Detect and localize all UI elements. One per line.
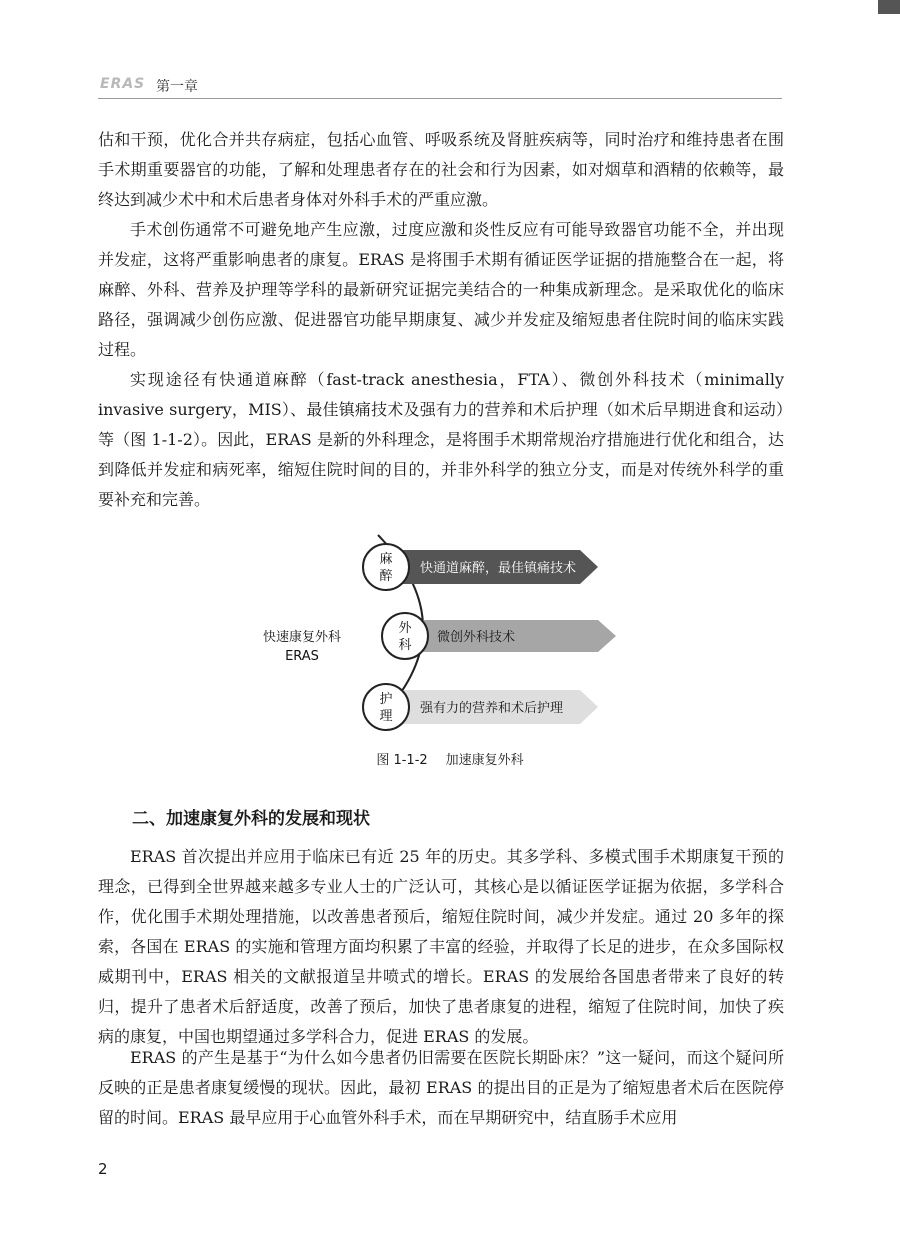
branch-text-surgery: 微创外科技术: [437, 630, 516, 645]
branch-text-anesthesia: 快通道麻醉，最佳镇痛技术: [420, 561, 577, 576]
circle-nursing-line2: 理: [379, 709, 393, 724]
paragraph-1: 估和干预，优化合并共存病症，包括心血管、呼吸系统及肾脏疾病等，同时治疗和维持患者在围手术期重要器官的功能，了解和处理患者存在的社会和行为因素，如对烟草和酒精的依赖等，最终达到减少术中和术后患者身体对外科手术的严重应激。: [98, 130, 784, 209]
paragraph-5: ERAS 的产生是基于“为什么如今患者仍旧需要在医院长期卧床？”这一疑问，而这个疑问所反映的正是患者康复缓慢的现状。因此，最初 ERAS 的提出目的正是为了缩短患者术后在医院停留的时间。ERAS 最早应用于心血管外科手术，而在早期研究中，结直肠手术应用: [98, 1048, 784, 1127]
paragraph-3: 实现途径有快通道麻醉（fast-track anesthesia，FTA）、微创外科技术（minimally invasive surgery，MIS）、最佳镇痛技术及强有力的营养和术后护理（如术后早期进食和运动）等（图 1-1-2）。因此，ERAS 是新的外科理念，是将围手术期常规治疗措施进行优化和组合，达到降低并发症和病死率，缩短住院时间的目的，并非外科学的独立分支，而是对传统外科学的重要补充和完善。: [98, 370, 784, 509]
page-number: 2: [98, 1160, 108, 1178]
branch-text-nursing: 强有力的营养和术后护理: [420, 701, 564, 716]
figure-caption-title: 加速康复外科: [445, 753, 524, 768]
section-heading: 二、加速康复外科的发展和现状: [132, 809, 370, 829]
figure-caption-number: 图 1-1-2: [376, 753, 428, 768]
paragraph-2: 手术创伤通常不可避免地产生应激，过度应激和炎性反应有可能导致器官功能不全，并出现并发症，这将严重影响患者的康复。ERAS 是将围手术期有循证医学证据的措施整合在一起，将麻醉、外科、营养及护理等学科的最新研究证据完美结合的一种集成新理念。是采取优化的临床路径，强调减少创伤应激、促进器官功能早期康复、减少并发症及缩短患者住院时间的临床实践过程。: [98, 220, 784, 359]
paragraph-4: ERAS 首次提出并应用于临床已有近 25 年的历史。其多学科、多模式围手术期康复干预的理念，已得到全世界越来越多专业人士的广泛认可，其核心是以循证医学证据为依据，多学科合作，优化围手术期处理措施，以改善患者预后，缩短住院时间，减少并发症。通过 20 多年的探索，各国在 ERAS 的实施和管理方面均积累了丰富的经验，并取得了长足的进步，在众多国际权威期刊中，ERAS 相关的文献报道呈井喷式的增长。ERAS 的发展给各国患者带来了良好的转归，提升了患者术后舒适度，改善了预后，加快了患者康复的进程，缩短了住院时间，加快了疾病的康复，中国也期望通过多学科合力，促进 ERAS 的发展。: [98, 847, 784, 1046]
circle-anesthesia-line1: 麻: [379, 552, 393, 567]
circle-surgery-line2: 科: [398, 638, 412, 653]
circle-surgery-line1: 外: [398, 621, 412, 636]
circle-nursing-line1: 护: [379, 692, 393, 707]
figure-center-label-line2: ERAS: [285, 649, 319, 664]
header-brand: ERAS: [100, 76, 146, 92]
figure-caption: [0, 749, 900, 768]
figure-center-label-line1: 快速康复外科: [262, 630, 342, 645]
header-chapter: 第一章: [156, 79, 198, 95]
circle-anesthesia-line2: 醉: [379, 569, 393, 584]
